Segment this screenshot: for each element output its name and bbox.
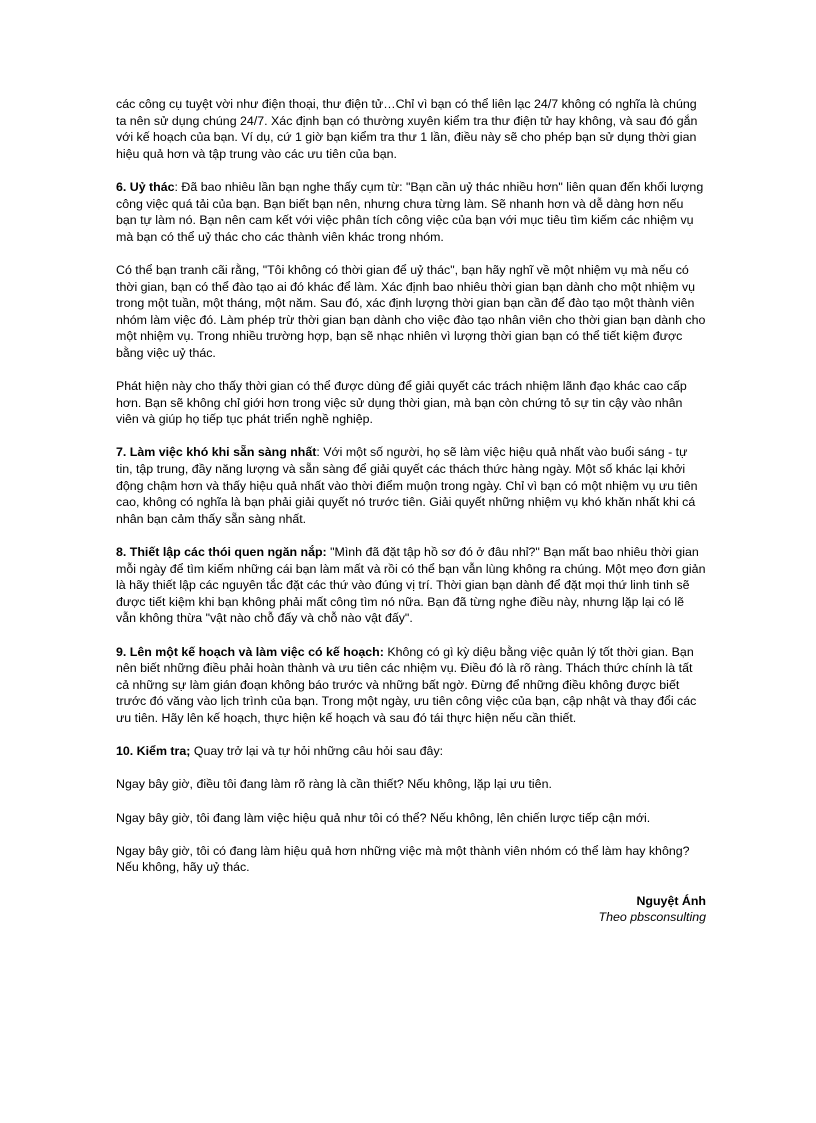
paragraph-text: các công cụ tuyệt vời như điện thoại, thư điện tử…Chỉ vì bạn có thể liên lạc 24/7 không có nghĩa là chúng ta nên sử dụng chúng 24/7. Xác định bạn có thường xuyên kiểm tra thư điện tử hay không, và sau đó gắn với kế hoạch của bạn. Ví dụ, cứ 1 giờ bạn kiểm tra thư 1 lần, điều này sẽ cho phép bạn sử dụng thời gian hiệu quả hơn và tập trung vào các ưu tiên của bạn.	[116, 97, 698, 161]
document-page	[116, 96, 706, 926]
paragraph-delegate-finding	[116, 378, 706, 428]
paragraph-text: Ngay bây giờ, tôi đang làm việc hiệu quả như tôi có thể? Nếu không, lên chiến lược tiếp cận mới.	[116, 810, 651, 825]
signature-block	[116, 893, 706, 926]
paragraph-heading: 10. Kiểm tra;	[116, 744, 191, 759]
paragraph-heading: 7. Làm việc khó khi sẵn sàng nhất	[116, 445, 317, 460]
paragraph-heading: 6. Uỷ thác	[116, 179, 175, 194]
paragraph-text: Ngay bây giờ, điều tôi đang làm rõ ràng là cần thiết? Nếu không, lặp lại ưu tiên.	[116, 777, 552, 792]
paragraph-question-3	[116, 843, 706, 876]
paragraph-text: : Với một số người, họ sẽ làm việc hiệu quả nhất vào buổi sáng - tự tin, tập trung, đầy năng lượng và sẵn sàng để giải quyết các thách thức hàng ngày. Một số khác lại khởi động chậm hơn và thấy hiệu quả nhất vào thời điểm muộn trong ngày. Chỉ vì bạn có một nhiệm vụ ưu tiên cao, không có nghĩa là bạn phải giải quyết nó trước tiên. Giải quyết những nhiệm vụ khó khăn nhất khi cá nhân bạn cảm thấy sẵn sàng nhất.	[116, 445, 698, 526]
source-credit: Theo pbsconsulting	[598, 910, 706, 925]
paragraph-text: "Mình đã đặt tập hồ sơ đó ở đâu nhỉ?" Bạn mất bao nhiêu thời gian mỗi ngày để tìm kiếm những cái bạn làm mất và rồi có thể bạn vẫn lùng không ra chúng. Một mẹo đơn giản là hãy thiết lập các nguyên tắc đặt các thứ vào đúng vị trí. Thời gian bạn dành để đặt mọi thứ linh tinh sẽ được tiết kiệm khi bạn không phải mất công tìm nó nữa. Bạn đã từng nghe điều này, nhưng lặp lại có lẽ vẫn không thừa "vật nào chỗ đấy và chỗ nào vật đấy".	[116, 545, 706, 626]
paragraph-heading: 9. Lên một kế hoạch và làm việc có kế hoạch:	[116, 644, 384, 659]
paragraph-text: Không có gì kỳ diệu bằng việc quản lý tốt thời gian. Bạn nên biết những điều phải hoàn thành và ưu tiên các nhiệm vụ. Điều đó là rõ ràng. Thách thức chính là tất cả những sự làm gián đoạn không báo trước và những bất ngờ. Đừng để những điều không được biết trước đó văng vào lịch trình của bạn. Trong một ngày, ưu tiên công việc của bạn, cập nhật và thay đổi các ưu tiên. Hãy lên kế hoạch, thực hiện kế hoạch và sau đó tái thực hiện nếu cần thiết.	[116, 644, 697, 725]
paragraph-question-1	[116, 776, 706, 793]
paragraph-delegate	[116, 179, 706, 245]
paragraph-text: Phát hiện này cho thấy thời gian có thể được dùng để giải quyết các trách nhiệm lãnh đạo khác cao cấp hơn. Bạn sẽ không chỉ giới hơn trong việc sử dụng thời gian, mà bạn còn chứng tỏ sự tin cậy vào nhân viên và giúp họ tiếp tục phát triển nghề nghiệp.	[116, 379, 687, 427]
paragraph-text: Quay trở lại và tự hỏi những câu hỏi sau đây:	[190, 744, 444, 759]
paragraph-text: Ngay bây giờ, tôi có đang làm hiệu quả hơn những việc mà một thành viên nhóm có thể làm hay không? Nếu không, hãy uỷ thác.	[116, 843, 690, 875]
author-name: Nguyệt Ánh	[636, 893, 706, 908]
paragraph-habits	[116, 544, 706, 627]
paragraph-check	[116, 743, 706, 760]
paragraph-question-2	[116, 810, 706, 827]
paragraph-text: : Đã bao nhiêu lần bạn nghe thấy cụm từ: "Bạn cần uỷ thác nhiều hơn" liên quan đến khối lượng công việc quá tải của bạn. Bạn biết bạn nên, nhưng chưa từng làm. Sẽ nhanh hơn và dễ dàng hơn nếu bạn tự làm nó. Bạn nên cam kết với việc phân tích công việc của bạn với mục tiêu tìm kiếm các nhiệm vụ mà bạn có thể uỷ thác cho các thành viên khác trong nhóm.	[116, 179, 704, 244]
paragraph-intro-continued	[116, 96, 706, 162]
paragraph-delegate-argue	[116, 262, 706, 362]
paragraph-text: Có thể bạn tranh cãi rằng, "Tôi không có thời gian để uỷ thác", bạn hãy nghĩ về một nhiệm vụ mà nếu có thời gian, bạn có thể đào tạo ai đó khác để làm. Xác định bao nhiêu thời gian bạn dành cho một nhiệm vụ trong một tuần, một tháng, một năm. Sau đó, xác định lượng thời gian bạn cần để đào tạo một thành viên nhóm làm việc đó. Làm phép trừ thời gian bạn dành cho việc đào tạo nhân viên cho thời gian bạn dành cho một nhiệm vụ. Trong nhiều trường hợp, bạn sẽ nhạc nhiên vì lượng thời gian bạn có thể tiết kiệm được bằng việc uỷ thác.	[116, 262, 706, 360]
paragraph-heading: 8. Thiết lập các thói quen ngăn nắp:	[116, 545, 327, 560]
paragraph-plan	[116, 644, 706, 727]
paragraph-hard-work	[116, 444, 706, 527]
